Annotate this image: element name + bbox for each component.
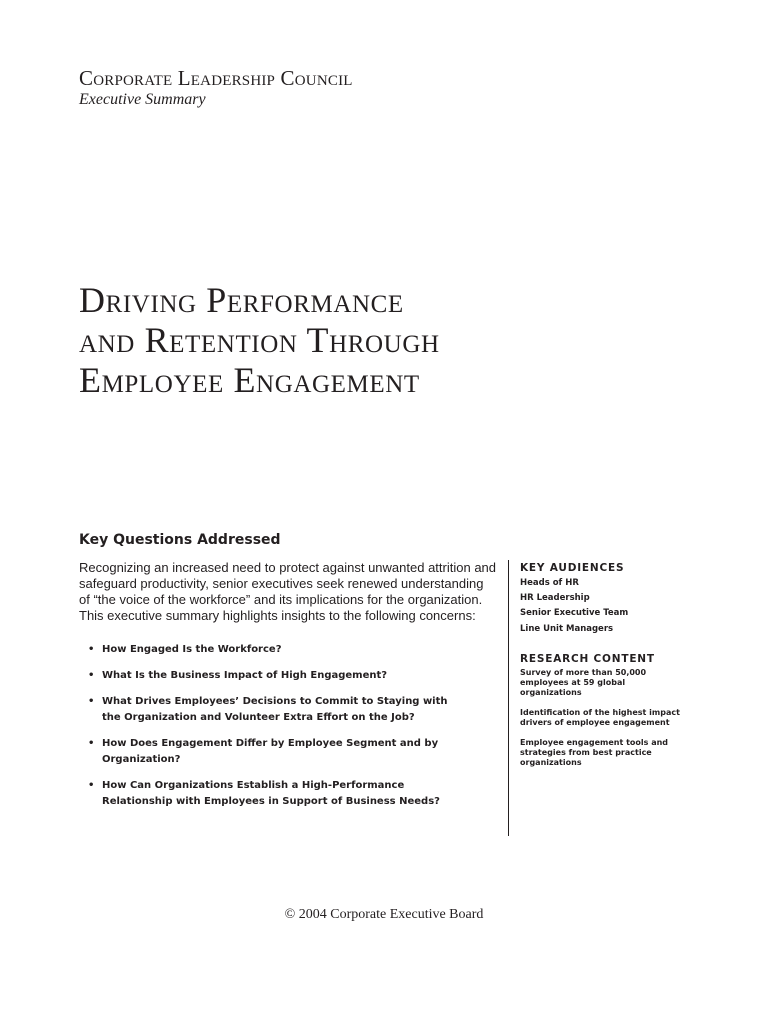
key-audiences-heading: KEY AUDIENCES bbox=[520, 562, 625, 574]
question-item bbox=[88, 736, 493, 768]
research-item bbox=[520, 668, 700, 698]
question-item bbox=[88, 642, 493, 658]
intro-line: Recognizing an increased need to protect against unwanted attrition and bbox=[79, 560, 497, 575]
research-line: Identification of the highest impact bbox=[520, 707, 680, 717]
research-line: drivers of employee engagement bbox=[520, 717, 670, 727]
audience-item: HR Leadership bbox=[520, 593, 590, 604]
key-questions-heading: Key Questions Addressed bbox=[79, 532, 281, 548]
document-header bbox=[79, 66, 353, 110]
question-item bbox=[88, 668, 493, 684]
research-line: employees at 59 global bbox=[520, 677, 626, 687]
intro-line: of “the voice of the workforce” and its implications for the organization. bbox=[79, 592, 483, 607]
research-line: strategies from best practice bbox=[520, 747, 652, 757]
research-line: organizations bbox=[520, 687, 582, 697]
research-item bbox=[520, 738, 700, 768]
title-line: and Retention Through bbox=[79, 320, 440, 360]
column-divider bbox=[508, 560, 509, 836]
research-content-heading: RESEARCH CONTENT bbox=[520, 652, 655, 665]
bullet-icon: • bbox=[88, 670, 95, 681]
audience-item: Heads of HR bbox=[520, 578, 579, 588]
question-line: What Drives Employees’ Decisions to Commit to Staying with bbox=[102, 696, 448, 707]
research-content-list bbox=[520, 668, 700, 768]
key-audiences-list bbox=[520, 576, 700, 637]
question-line: What Is the Business Impact of High Engagement? bbox=[102, 670, 388, 681]
document-type: Executive Summary bbox=[79, 91, 206, 108]
question-line: the Organization and Volunteer Extra Effort on the Job? bbox=[102, 712, 415, 723]
intro-paragraph bbox=[79, 560, 499, 624]
intro-line: This executive summary highlights insights to the following concerns: bbox=[79, 608, 476, 623]
bullet-icon: • bbox=[88, 780, 95, 791]
question-line: Organization? bbox=[102, 754, 181, 765]
title-line: Employee Engagement bbox=[79, 360, 420, 400]
audience-item: Line Unit Managers bbox=[520, 623, 614, 634]
bullet-icon: • bbox=[88, 644, 95, 655]
sidebar bbox=[520, 561, 700, 778]
research-item bbox=[520, 708, 700, 728]
question-line: How Engaged Is the Workforce? bbox=[102, 644, 282, 655]
question-line: How Does Engagement Differ by Employee Segment and by bbox=[102, 738, 439, 749]
question-item bbox=[88, 778, 493, 810]
key-questions-list bbox=[88, 642, 493, 820]
organization-name: Corporate Leadership Council bbox=[79, 66, 353, 90]
research-line: organizations bbox=[520, 757, 582, 767]
research-line: Employee engagement tools and bbox=[520, 737, 669, 747]
question-line: How Can Organizations Establish a High-Performance bbox=[102, 780, 405, 791]
audience-item: Senior Executive Team bbox=[520, 608, 629, 619]
intro-line: safeguard productivity, senior executives seek renewed understanding bbox=[79, 576, 484, 591]
question-line: Relationship with Employees in Support of Business Needs? bbox=[102, 796, 440, 807]
bullet-icon: • bbox=[88, 738, 95, 749]
research-line: Survey of more than 50,000 bbox=[520, 667, 647, 677]
title-line: Driving Performance bbox=[79, 280, 404, 320]
document-title bbox=[79, 280, 699, 400]
question-item bbox=[88, 694, 493, 726]
copyright-footer: © 2004 Corporate Executive Board bbox=[284, 907, 484, 922]
bullet-icon: • bbox=[88, 696, 95, 707]
